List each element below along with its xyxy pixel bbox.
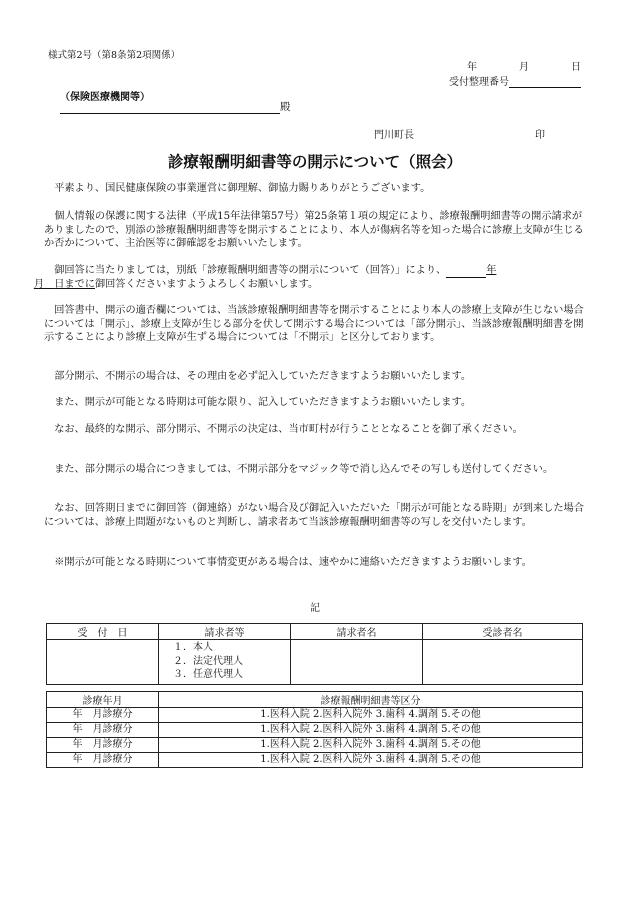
- addressee-field: [60, 99, 291, 114]
- paragraph-timing-request: また、開示が可能となる時期は可能な限り、記入していただきますようお願いいたします。: [54, 397, 472, 408]
- header-treatment-month: 診療年月: [47, 692, 159, 708]
- claims-table-header: [47, 692, 583, 708]
- requester-type-cell[interactable]: [159, 640, 291, 685]
- paragraph-deadline: [33, 264, 584, 291]
- option-voluntary-agent: ３．任意代理人: [173, 669, 243, 680]
- header-requester-name: 請求者名: [291, 624, 423, 640]
- table-row: [47, 723, 583, 738]
- table-row: [47, 738, 583, 753]
- institution-label: （保険医療機関等）: [60, 92, 150, 103]
- treatment-month-cell[interactable]: 年 月診療分: [47, 738, 159, 753]
- deadline-month: 月: [33, 278, 44, 290]
- deadline-text-a: 御回答に当たりましては，別紙「診療報酬明細書等の開示について（回答）」により、: [54, 265, 447, 276]
- date-day-label: 日: [571, 62, 581, 73]
- table-row: [47, 753, 583, 768]
- patient-name-cell[interactable]: [423, 640, 583, 685]
- treatment-month-cell[interactable]: 年 月診療分: [47, 723, 159, 738]
- seal-mark: 印: [535, 130, 545, 141]
- option-legal-agent: ２．法定代理人: [173, 655, 243, 667]
- category-cell[interactable]: 1.医科入院 2.医科入院外 3.歯科 4.調剤 5.その他: [159, 753, 583, 768]
- request-table-header: [47, 624, 583, 640]
- paragraph-disclosure-classes: 回答書中、開示の適否欄については、当該診療報酬明細書等を開示することにより本人の診療上支障が生じない場合については「開示」、診療上支障が生じる部分を伏して開示する場合については「部分開示」、当該診療報酬明細書を開示することにより診療上支障が生ずる場合については「不開示」と区分しております。: [44, 305, 584, 344]
- category-cell[interactable]: 1.医科入院 2.医科入院外 3.歯科 4.調剤 5.その他: [159, 738, 583, 753]
- ki-heading: 記: [310, 603, 320, 614]
- receipt-number-field: [449, 73, 581, 88]
- header-receipt-date: 受 付 日: [47, 624, 159, 640]
- paragraph-greeting: 平素より、国民健康保険の事業運営に御理解、御協力賜りありがとうございます。: [54, 183, 431, 194]
- paragraph-legal-basis: 個人情報の保護に関する法律（平成15年法律第57号）第25条第１項の規定により、診療報酬明細書等の開示請求がありましたので、別添の診療報酬明細書等を開示することにより、本人が傷病名等を知った場合に診療上支障が生じるか否かについて、主治医等に御確認をお願いいたします。: [44, 211, 584, 250]
- treatment-month-cell[interactable]: 年 月診療分: [47, 708, 159, 723]
- deadline-year: 年: [486, 265, 497, 276]
- receipt-number-label: 受付整理番号: [449, 77, 509, 88]
- receipt-number-blank: [509, 76, 581, 88]
- date-line: [467, 58, 581, 73]
- requester-name-cell[interactable]: [291, 640, 423, 685]
- treatment-month-cell[interactable]: 年 月診療分: [47, 753, 159, 768]
- claims-table: [46, 691, 583, 768]
- date-year-label: 年: [467, 62, 477, 73]
- paragraph-reason-request: 部分開示、不開示の場合は、その理由を必ず記入していただきますようお願いいたします。: [54, 371, 472, 382]
- paragraph-no-reply: なお、回答期日までに御回答（御連絡）がない場合及び御記入いただいた「開示が可能となる時期」が到来した場合については、診療上問題がないものと判断し、請求者あて当該診療報酬明細書等の写しを交付いたします。: [44, 503, 584, 528]
- form-number: 様式第2号（第8条第2項関係）: [48, 50, 181, 61]
- sender-mayor: 門川町長: [374, 130, 414, 141]
- deadline-text-b: 御回答くださいますようよろしくお願いします。: [94, 278, 319, 290]
- option-self: １．本人: [173, 642, 213, 653]
- addressee-blank: [60, 101, 280, 114]
- paragraph-partial-copy: また、部分開示の場合につきましては、不開示部分をマジック等で消し込んでその写しも送付してください。: [54, 464, 554, 475]
- header-requester-type: 請求者等: [159, 624, 291, 640]
- paragraph-note: ※開示が可能となる時期について事情変更がある場合は、速やかに連絡いただきますようお願いします。: [54, 557, 532, 568]
- receipt-date-cell[interactable]: [47, 640, 159, 685]
- deadline-day: 日までに: [54, 278, 95, 290]
- document-title: 診療報酬明細書等の開示について（照会）: [167, 152, 463, 171]
- table-row: [47, 708, 583, 723]
- category-cell[interactable]: 1.医科入院 2.医科入院外 3.歯科 4.調剤 5.その他: [159, 723, 583, 738]
- header-statement-category: 診療報酬明細書等区分: [159, 692, 583, 708]
- category-cell[interactable]: 1.医科入院 2.医科入院外 3.歯科 4.調剤 5.その他: [159, 708, 583, 723]
- honorific: 殿: [280, 101, 291, 113]
- paragraph-final-decision: なお、最終的な開示、部分開示、不開示の決定は、当市町村が行うこととなることを御了承ください。: [54, 424, 523, 435]
- header-patient-name: 受診者名: [423, 624, 583, 640]
- request-table-row: [47, 640, 583, 685]
- date-month-label: 月: [519, 62, 529, 73]
- deadline-blank: [446, 266, 486, 278]
- request-table: [46, 623, 583, 685]
- deadline-spacer: [44, 279, 54, 290]
